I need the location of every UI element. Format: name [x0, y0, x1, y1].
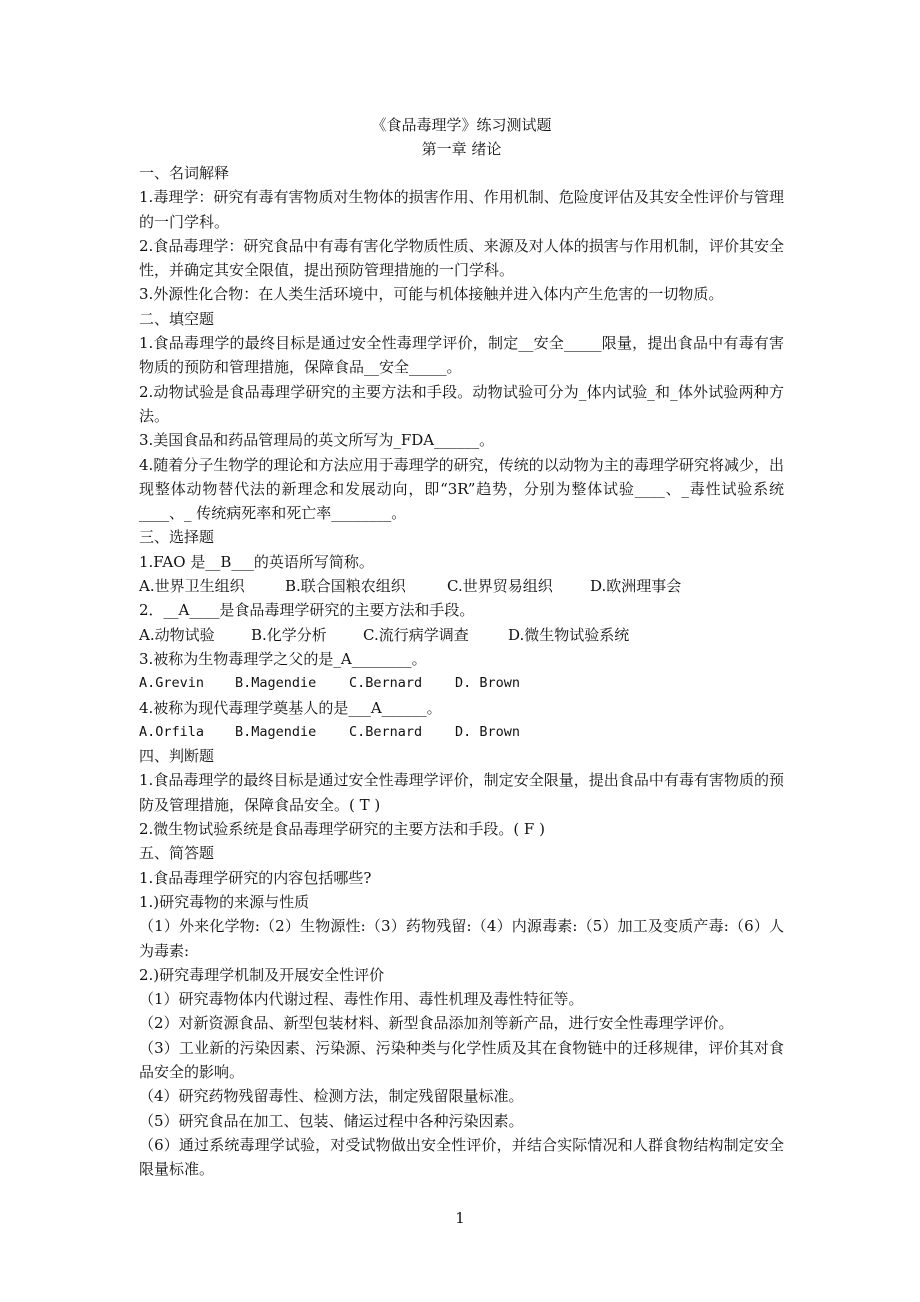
choice-question: 2．__A____是食品毒理学研究的主要方法和手段。 — [139, 601, 475, 620]
answer-item: （4）研究药物残留毒性、检测方法，制定残留限量标准。 — [139, 1087, 524, 1106]
choice-option: A.世界卫生组织 — [139, 577, 245, 596]
choice-options — [139, 720, 784, 744]
choice-option: C.Bernard — [349, 675, 423, 692]
true-false-item: 1.食品毒理学的最终目标是通过安全性毒理学评价，制定安全限量，提出食品中有毒有害物质的预防及管理措施，保障食品安全。( T ) — [139, 771, 784, 814]
choice-option: B.Magendie — [235, 723, 317, 740]
choice-options — [139, 574, 784, 598]
choice-option: D. Brown — [455, 723, 521, 740]
section-heading-multiple-choice: 三、选择题 — [139, 528, 215, 547]
true-false-item: 2.微生物试验系统是食品毒理学研究的主要方法和手段。( F ) — [139, 820, 545, 839]
answer-item: （3）工业新的污染因素、污染源、污染种类与化学性质及其在食物链中的迁移规律，评价其对食品安全的影响。 — [139, 1038, 784, 1081]
document-title: 《食品毒理学》练习测试题 — [371, 116, 552, 134]
document-content — [139, 113, 784, 1181]
answer-item: （1）研究毒物体内代谢过程、毒性作用、毒性机理及毒性特征等。 — [139, 990, 584, 1009]
choice-options — [139, 671, 784, 695]
short-answer-question: 1.食品毒理学研究的内容包括哪些? — [139, 868, 372, 887]
choice-option: A.Grevin — [139, 675, 205, 692]
definition-item: 2.食品毒理学：研究食品中有毒有害化学物质性质、来源及对人体的损害与作用机制，评价其安全性，并确定其安全限值，提出预防管理措施的一门学科。 — [139, 236, 784, 280]
definition-item: 3.外源性化合物：在人类生活环境中，可能与机体接触并进入体内产生危害的一切物质。 — [139, 285, 724, 304]
answer-item: （2）对新资源食品、新型包装材料、新型食品添加剂等新产品，进行安全性毒理学评价。 — [139, 1014, 734, 1033]
choice-question: 3.被称为生物毒理学之父的是_A________。 — [139, 649, 427, 668]
choice-options — [139, 623, 784, 647]
answer-item: （6）通过系统毒理学试验，对受试物做出安全性评价，并结合实际情况和人群食物结构制定安全限量标准。 — [139, 1135, 784, 1179]
choice-option: C.Bernard — [349, 723, 423, 740]
section-heading-true-false: 四、判断题 — [139, 747, 215, 766]
fill-blank-item: 1.食品毒理学的最终目标是通过安全性毒理学评价，制定__安全_____限量，提出食品中有毒有害物质的预防和管理措施，保障食品__安全_____。 — [139, 334, 784, 377]
choice-option: B.联合国粮农组织 — [285, 577, 406, 596]
answer-part-title: 1.)研究毒物的来源与性质 — [139, 892, 310, 911]
answer-part-title: 2.)研究毒理学机制及开展安全性评价 — [139, 965, 385, 984]
choice-option: C.世界贸易组织 — [447, 577, 553, 596]
fill-blank-item: 3.美国食品和药品管理局的英文所写为_FDA______。 — [139, 431, 495, 450]
answer-item: （5）研究食品在加工、包装、储运过程中各种污染因素。 — [139, 1111, 524, 1130]
choice-question: 4.被称为现代毒理学奠基人的是___A______。 — [139, 698, 442, 717]
definition-item: 1.毒理学：研究有毒有害物质对生物体的损害作用、作用机制、危险度评估及其安全性评价与管理的一门学科。 — [139, 188, 784, 231]
page-number: 1 — [455, 1209, 465, 1227]
choice-option: A.Orfila — [139, 723, 205, 740]
choice-option: A.动物试验 — [139, 625, 215, 644]
choice-question: 1.FAO 是__B___的英语所写简称。 — [139, 552, 374, 571]
fill-blank-item: 4.随着分子生物学的理论和方法应用于毒理学的研究，传统的以动物为主的毒理学研究将减少，出现整体动物替代法的新理念和发展动向，即“3R”趋势，分别为整体试验____、_毒性试验系统____、_ 传统病死率和死亡率________。 — [139, 455, 784, 523]
section-heading-short-answer: 五、简答题 — [139, 844, 215, 863]
choice-option: C.流行病学调查 — [363, 625, 469, 644]
answer-part-text: （1）外来化学物:（2）生物源性:（3）药物残留:（4）内源毒素:（5）加工及变质产毒:（6）人为毒素: — [139, 917, 784, 960]
choice-option: D.微生物试验系统 — [508, 625, 630, 644]
choice-option: B.Magendie — [235, 675, 317, 692]
fill-blank-item: 2.动物试验是食品毒理学研究的主要方法和手段。动物试验可分为_体内试验_和_体外试验两种方法。 — [139, 382, 784, 425]
choice-option: B.化学分析 — [251, 625, 327, 644]
section-heading-definitions: 一、名词解释 — [139, 164, 230, 182]
choice-option: D.欧洲理事会 — [590, 577, 682, 596]
section-heading-fill-blank: 二、填空题 — [139, 309, 215, 328]
choice-option: D. Brown — [455, 675, 521, 692]
chapter-title: 第一章 绪论 — [421, 140, 502, 158]
